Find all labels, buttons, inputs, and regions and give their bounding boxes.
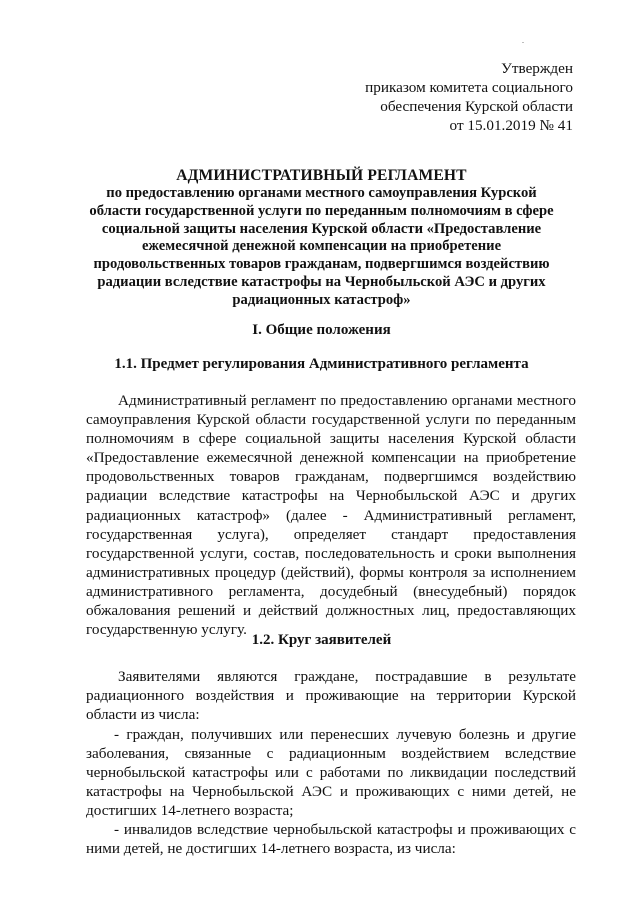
paragraph-line: достигших 14-летнего возраста;	[86, 801, 294, 819]
subtitle-line: ежемесячной денежной компенсации на приобретение	[141, 238, 502, 255]
approval-block	[330, 59, 573, 135]
paragraph-line: государственную услугу.	[86, 621, 247, 639]
paragraph-line: радиации вследствие катастрофы на Чернобыльской АЭС и других	[86, 487, 576, 505]
paragraph-line: радиационного воздействия и проживающие на территории Курской	[86, 687, 576, 705]
subsection-heading-applicants: 1.2. Круг заявителей	[251, 632, 392, 648]
subtitle-line: продовольственных товаров гражданам, подвергшимся воздействию	[93, 256, 550, 273]
subtitle-line: области государственной услуги по переданным полномочиям в сфере	[89, 202, 554, 219]
paragraph-line: заболевания, связанные с радиационным воздействием вследствие	[86, 744, 576, 762]
document-title: АДМИНИСТРАТИВНЫЙ РЕГЛАМЕНТ	[176, 167, 467, 184]
approval-line: обеспечения Курской области	[380, 98, 573, 115]
subtitle-line: по предоставлению органами местного самоуправления Курской	[106, 185, 537, 201]
paragraph-line: «Предоставление ежемесячной денежной компенсации на приобретение	[86, 449, 576, 467]
approval-line: Утвержден	[501, 60, 573, 77]
subtitle-line: радиации вследствие катастрофы на Чернобыльской АЭС и других	[97, 273, 546, 290]
subsection-heading-subject: 1.1. Предмет регулирования Административного регламента	[114, 356, 529, 372]
paragraph-line: государственная услуга), определяет стандарт предоставления	[86, 525, 576, 543]
list-item-disabled	[86, 820, 576, 858]
paragraph-line: обжалования решений и действий должностных лиц, предоставляющих	[86, 602, 576, 620]
paragraph-line: - инвалидов вследствие чернобыльской катастрофы и проживающих с	[114, 821, 576, 838]
paragraph-line: области из числа:	[86, 706, 200, 724]
document-subtitle	[74, 185, 569, 310]
subtitle-line: радиационных катастроф»	[232, 291, 411, 308]
paragraph-line: государственной услуги, состав, последовательность и сроки выполнения	[86, 544, 576, 562]
paragraph-line: чернобыльской катастрофы или с работами по ликвидации последствий	[86, 763, 576, 781]
section-heading-general: I. Общие положения	[252, 322, 391, 338]
subtitle-line: социальной защиты населения Курской области «Предоставление	[101, 220, 542, 237]
paragraph-line: ними детей, не достигших 14-летнего возраста, из числа:	[86, 840, 456, 858]
list-item-radiation-illness	[86, 725, 576, 820]
page-mark: .	[522, 36, 524, 45]
paragraph-applicants	[86, 667, 576, 724]
paragraph-line: продовольственных товаров гражданам, подвергшимся воздействию	[86, 468, 576, 486]
paragraph-line: Заявителями являются граждане, пострадавшие в результате	[118, 668, 576, 685]
paragraph-subject	[86, 391, 576, 639]
paragraph-line: административных процедур (действий), формы контроля за исполнением	[86, 563, 576, 581]
paragraph-line: радиационных катастроф» (далее - Административный регламент,	[86, 506, 576, 524]
approval-date-line: от 15.01.2019 № 41	[449, 117, 573, 134]
paragraph-line: самоуправления Курской области государственной услуги по переданным	[86, 411, 576, 429]
paragraph-line: катастрофы на Чернобыльской АЭС и проживающих с ними детей, не	[86, 782, 576, 800]
paragraph-line: Административный регламент по предоставлению органами местного	[118, 392, 576, 409]
approval-line: приказом комитета социального	[365, 79, 573, 96]
paragraph-line: полномочиям в сфере социальной защиты населения Курской области	[86, 430, 576, 448]
paragraph-line: административного регламента, досудебный (внесудебный) порядок	[86, 582, 576, 600]
paragraph-line: - граждан, получивших или перенесших лучевую болезнь и другие	[114, 725, 576, 743]
